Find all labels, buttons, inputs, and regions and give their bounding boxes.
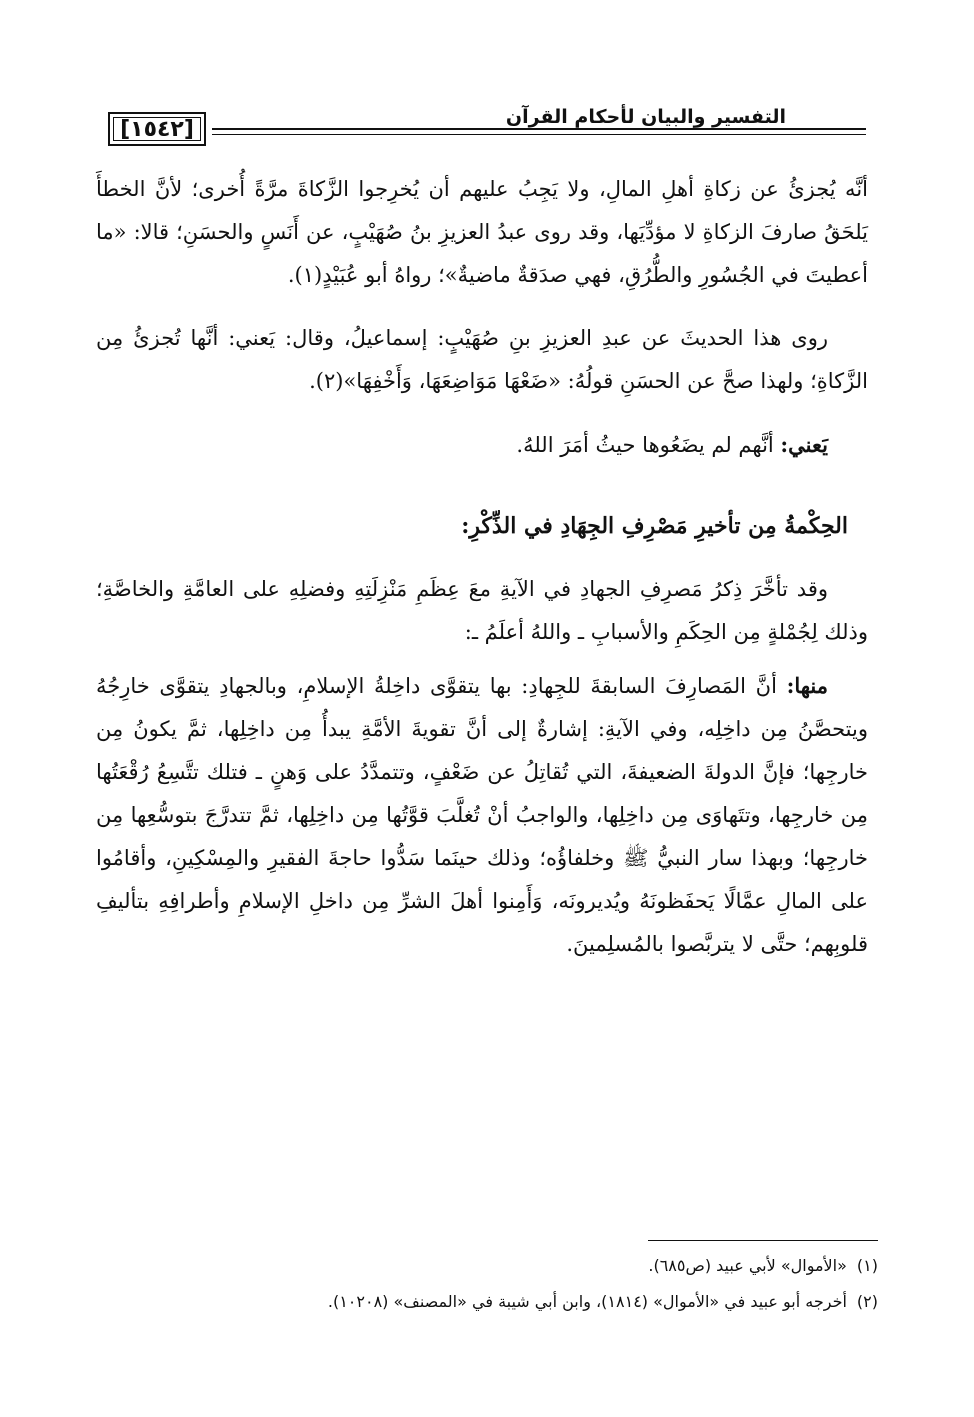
- paragraph-text: أنَّ المَصارِفَ السابقةَ للجِهادِ: بها يتقوَّى داخِلةُ الإسلامِ، وبالجهادِ يتقوَّى خارِجُهُ ويتحصَّنُ مِن داخِلِه، وفي الآيةِ: إشارةٌ إلى أنَّ تقويةَ الأمَّةِ يبدأُ مِن داخِلِها، ثمَّ يكونُ مِن خارجِها؛ فإنَّ الدولةَ الضعيفةَ، التي تُقاتِلُ عن ضَعْفٍ، وتتمدَّدُ على وَهنٍ ـ فتلك تتَّسِعُ رُقْعَتُها مِن خارجِها، وتتَهاوَى مِن داخِلِها، والواجبُ أنْ تُغلَّبَ قوَّتُها مِن داخِلِها، ثمَّ تتدرَّجَ بتوسُّعِها مِن خارجِها؛ وبهذا سار النبيُّ ﷺ وخلفاؤُه؛ وذلك حينَما سَدُّوا حاجةَ الفقيرِ والمِسْكِينِ، وأقامُوا على المالِ عمَّالًا يَحفَظونَهُ ويُديرونَه، وَأَمِنوا أهلَ الشرِّ مِن داخلِ الإسلامِ وأطرافِهِ بتأليفِ قلوبِهم؛ حتَّى لا يتربَّصوا بالمُسلِمينَ.: [96, 674, 868, 956]
- paragraph: روى هذا الحديثَ عن عبدِ العزيزِ بنِ صُهَيْبٍ: إسماعيلُ، وقال: يَعني: أنَّها تُجزئُ مِن الزَّكاةِ؛ ولهذا صحَّ عن الحسَنِ قولُهُ: «ضَعْهَا مَوَاضِعَهَا، وَأَخْفِهَا»(٢).: [96, 326, 868, 393]
- footnote-number: (١): [856, 1256, 878, 1275]
- paragraph: أنَّه يُجزئُ عن زكاةِ أهلِ المالِ، ولا يَجِبُ عليهم أن يُخرِجوا الزَّكاةَ مرَّةً أُخرى؛ لأنَّ الخطأَ يَلحَقُ صارفَ الزكاةِ لا مؤدِّيَها، وقد روى عبدُ العزيزِ بنُ صُهَيْبٍ، عن أَنَسٍ والحسَنِ؛ قالا: «ما أعطيتَ في الجُسُورِ والطُّرُقِ، فهي صدَقةٌ ماضيةٌ»؛ رواهُ أبو عُبَيْدٍ(١).: [96, 177, 868, 287]
- footnote-number: (٢): [856, 1292, 878, 1311]
- lead-word: منها:: [786, 673, 828, 698]
- page-header: [108, 100, 866, 152]
- lead-word: يَعني:: [780, 432, 828, 457]
- section-heading: الحِكْمةُ مِن تأخيرِ مَصْرِفِ الجِهَادِ في الذِّكْرِ:: [461, 513, 848, 539]
- header-rule: [212, 128, 866, 130]
- page-number: [١٥٤٢]: [108, 112, 206, 146]
- paragraph-text: أنَّهم لم يضَعُوها حيثُ أمَرَ اللهُ.: [516, 433, 781, 457]
- footnote: [106, 1284, 878, 1320]
- footnote-text: «الأموال» لأبي عبيد (ص٦٨٥).: [648, 1256, 847, 1275]
- footnote: [106, 1248, 878, 1284]
- paragraph: [96, 664, 868, 966]
- paragraph: وقد تأخَّرَ ذِكرُ مَصرِفِ الجهادِ في الآيةِ معَ عِظَمِ مَنْزِلَتِهِ وفضلِهِ على العامَّةِ والخاصَّةِ؛ وذلك لِجُمْلةٍ مِن الحِكَمِ والأسبابِ ـ واللهُ أعلَمُ ـ:: [96, 577, 868, 644]
- footnote-text: أخرجه أبو عبيد في «الأموال» (١٨١٤)، وابن أبي شيبة في «المصنف» (١٠٢٠٨).: [327, 1292, 847, 1311]
- running-title: التفسير والبيان لأحكام القرآن: [505, 106, 786, 128]
- header-rule-thin: [212, 134, 866, 135]
- body-text: [96, 168, 868, 966]
- footnote-separator: [648, 1240, 878, 1241]
- paragraph: [96, 423, 868, 467]
- footnotes: [106, 1248, 878, 1320]
